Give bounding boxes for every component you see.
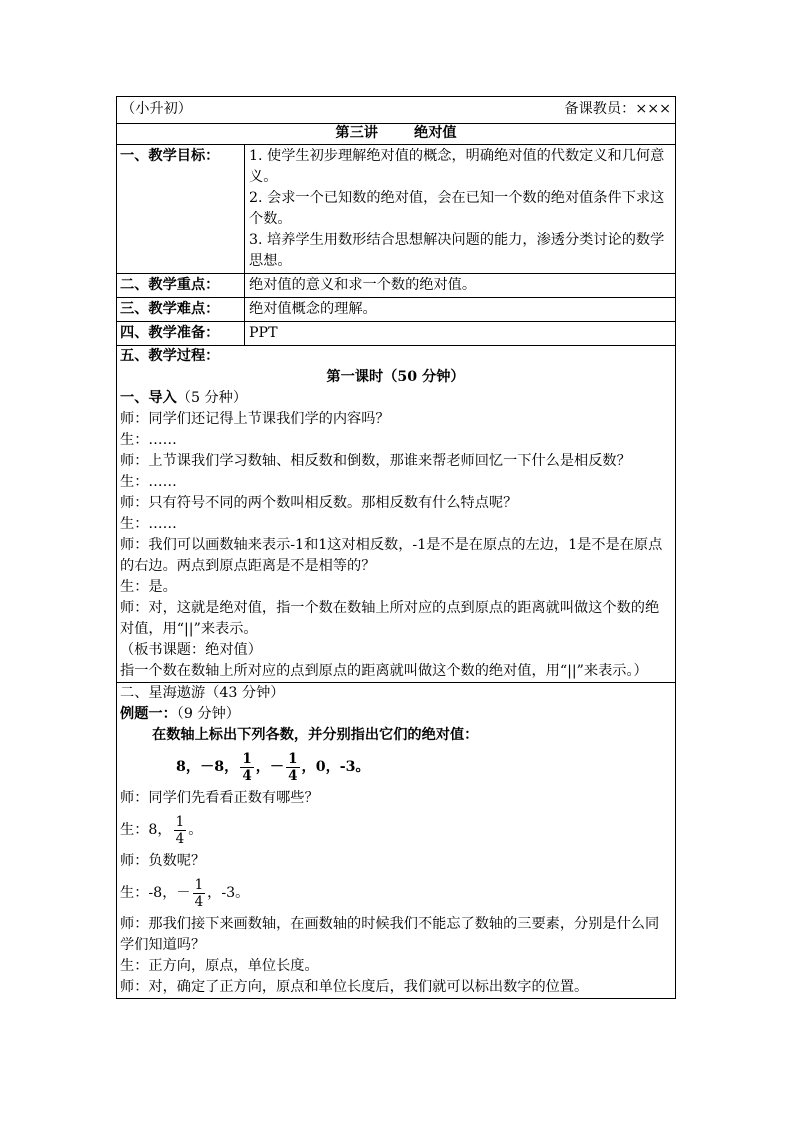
- dialogue-line: 师：那我们接下来画数轴，在画数轴的时候我们不能忘了数轴的三要素，分别是什么同学们知道吗？: [120, 916, 660, 953]
- activity-section: [116, 683, 676, 999]
- objective-item: 2. 会求一个已知数的绝对值，会在已知一个数的绝对值条件下求这个数。: [249, 190, 665, 227]
- process-section: [116, 346, 676, 683]
- number-list: [120, 746, 671, 788]
- fraction: $\frac{1}{4}$: [175, 813, 185, 847]
- number-item: ，0，-3。: [301, 758, 370, 775]
- header-row: [116, 96, 676, 124]
- number-item: －8，: [200, 758, 239, 775]
- objectives-label: 一、教学目标：: [117, 145, 245, 273]
- fraction: $\frac{1}{4}$: [288, 750, 298, 784]
- lesson-number: 第三讲: [335, 125, 378, 141]
- dialogue-line: 师：我们可以画数轴来表示-1和1这对相反数，-1是不是在原点的左边，1是不是在原点的右边。两点到原点距离是不是相等的？: [120, 537, 663, 574]
- prep-row: [116, 322, 676, 346]
- dialogue-line: 生：是。: [120, 579, 177, 595]
- dialogue-line: 生：……: [120, 474, 177, 490]
- dialogue-line: 师：负数呢？: [120, 853, 206, 869]
- dialogue-line: 师：只有符号不同的两个数叫相反数。那相反数有什么特点呢？: [120, 495, 518, 511]
- number-item: 8，: [176, 758, 201, 775]
- example-heading: [120, 704, 671, 725]
- objective-item: 3. 培养学生用数形结合思想解决问题的能力，渗透分类讨论的数学思想。: [249, 232, 665, 269]
- prep-value: PPT: [249, 325, 278, 341]
- dialogue-line: 生：……: [120, 516, 177, 532]
- number-item: ，－: [255, 758, 285, 775]
- difficulty-value: 绝对值概念的理解。: [249, 301, 377, 317]
- objectives-row: [116, 145, 676, 274]
- fraction: $\frac{1}{4}$: [242, 750, 252, 784]
- dialogue-line: 生：正方向，原点，单位长度。: [120, 958, 319, 974]
- lesson-time: 第一课时（50 分钟）: [326, 369, 465, 385]
- example-label: 例题一：: [120, 706, 177, 722]
- board-note-body: 指一个数在数轴上所对应的点到原点的距离就叫做这个数的绝对值，用“||”来表示。）: [120, 663, 648, 679]
- example-task: 在数轴上标出下列各数，并分别指出它们的绝对值：: [152, 727, 479, 743]
- grade-label: （小升初）: [121, 101, 192, 117]
- difficulty-row: [116, 298, 676, 322]
- activity-heading: 二、星海遨游（43 分钟）: [120, 685, 285, 701]
- key-point-value: 绝对值的意义和求一个数的绝对值。: [249, 277, 477, 293]
- difficulty-label: 三、教学难点：: [117, 298, 245, 321]
- dialogue-line: 师：同学们先看看正数有哪些？: [120, 790, 319, 806]
- process-heading: 五、教学过程：: [120, 348, 220, 364]
- key-point-row: [116, 274, 676, 298]
- dialogue-line: 生：……: [120, 432, 177, 448]
- teacher-label: 备课教员：×××: [564, 101, 671, 117]
- intro-heading: [120, 388, 671, 409]
- dialogue-line: 师：对，这就是绝对值，指一个数在数轴上所对应的点到原点的距离就叫做这个数的绝对值，用“||”来表示。: [120, 600, 660, 637]
- answer-positive: 生：8， $\frac{1}{4}$ 。: [120, 813, 203, 847]
- example-time: （9 分钟）: [176, 706, 240, 722]
- fraction: $\frac{1}{4}$: [194, 876, 204, 910]
- dialogue-line: 师：对，确定了正方向，原点和单位长度后，我们就可以标出数字的位置。: [120, 979, 589, 995]
- lesson-topic: 绝对值: [414, 125, 457, 141]
- intro-title: 一、导入: [120, 390, 177, 406]
- prep-label: 四、教学准备：: [117, 322, 245, 345]
- intro-time: （5 分种）: [176, 390, 248, 406]
- objective-item: 1. 使学生初步理解绝对值的概念，明确绝对值的代数定义和几何意义。: [249, 148, 665, 185]
- key-point-label: 二、教学重点：: [117, 274, 245, 297]
- dialogue-line: 师：同学们还记得上节课我们学的内容吗？: [120, 411, 390, 427]
- dialogue-line: 师：上节课我们学习数轴、相反数和倒数，那谁来帮老师回忆一下什么是相反数？: [120, 453, 631, 469]
- lesson-plan-table: [116, 96, 676, 999]
- lesson-title: [116, 124, 676, 145]
- board-note: （板书课题：绝对值）: [120, 642, 262, 658]
- answer-negative: 生：-8，－ $\frac{1}{4}$ ，-3。: [120, 876, 250, 910]
